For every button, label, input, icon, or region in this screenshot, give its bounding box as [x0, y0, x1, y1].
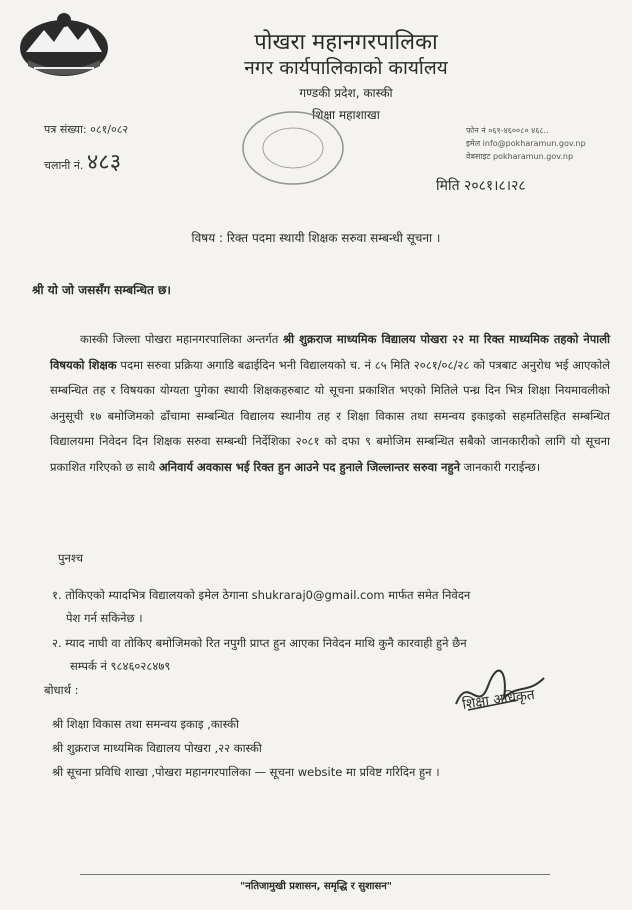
contact-phone: फोन नं ०६१-४६००८० ४६८.. — [466, 126, 549, 135]
body-paragraph: कास्की जिल्ला पोखरा महानगरपालिका अन्तर्गत श्री शुक्रराज माध्यमिक विद्यालय पोखरा २२ मा रिक्त माध्यमिक तहको नेपाली विषयको शिक्षक पदमा सरुवा प्रक्रिया अगाडि बढाईदिन भनी विद्यालयको च. नं ८५ मिति २०८१/०८/२८ को पत्रबाट अनुरोध भई आएकोले सम्बन्धित तह र विषयका योग्यता पुगेका स्थायी शिक्षकहरुबाट यो सूचना प्रकाशित भएको मितिले पन्ध्र दिन भित्र शिक्षा नियमावलीको अनुसूची १७ बमोजिमको ढाँचामा सम्बन्धित विद्यालय स्थानीय तह र शिक्षा विकास तथा समन्वय इकाइको सहमतिसहित सम्बन्धित विद्यालयमा निवेदन दिन शिक्षक सरुवा सम्बन्धी निर्देशिका २०८१ को दफा ९ बमोजिम सम्बन्धित सबैको जानकारीको लागि यो सूचना प्रकाशित गरिएको छ साथै अनिवार्य अवकास भई रिक्त हुन आउने पद हुनाले जिल्लान्तर सरुवा नहुने जानकारी गराईन्छ। — [50, 332, 610, 474]
footer-slogan: "नतिजामुखी प्रशासन, समृद्धि र सुशासन" — [239, 881, 392, 892]
office-province: गण्डकी प्रदेश, कास्की — [299, 86, 393, 100]
cc-line-3: श्री सूचना प्रविधि शाखा ,पोखरा महानगरपालिका — सूचना website मा प्रविष्ट गरिदिन हुन । — [52, 765, 440, 779]
letter-date: मिति २०८१।८।२८ — [436, 178, 526, 194]
salutation: श्री यो जो जससँग सम्बन्धित छ। — [32, 283, 171, 297]
cc-line-1: श्री शिक्षा विकास तथा समन्वय इकाइ ,कास्की — [52, 717, 239, 731]
contact-email: इमेल info@pokharamun.gov.np — [466, 139, 586, 148]
office-title: पोखरा महानगरपालिका — [254, 30, 438, 55]
postscript-item-1-cont: पेश गर्न सकिनेछ । — [66, 611, 143, 625]
contact-block — [466, 124, 586, 163]
chalani-number: चलानी नं. ४८३ — [44, 150, 122, 175]
office-seal-stamp — [238, 108, 348, 188]
footer-divider — [80, 874, 550, 875]
patra-sankhya: पत्र संख्या: ०८१/०८२ — [44, 123, 129, 136]
letter-subject: विषय : रिक्त पदमा स्थायी शिक्षक सरुवा सम्बन्धी सूचना । — [191, 231, 441, 245]
postscript-item-2: २. म्याद नाघी वा तोकिए बमोजिमको रित नपुगी प्राप्त हुन आएका निवेदन माथि कुनै कारवाही हुने छैन — [52, 636, 467, 650]
postscript-label: पुनश्च — [58, 551, 84, 565]
contact-website: वेबसाइट pokharamun.gov.np — [466, 152, 574, 161]
signatory-title: शिक्षा अधिकृत — [461, 686, 536, 713]
postscript-item-1: १. तोकिएको म्यादभित्र विद्यालयको इमेल ठेगाना shukraraj0@gmail.com मार्फत समेत निवेदन — [52, 588, 471, 602]
office-section: शिक्षा महाशाखा — [312, 108, 380, 122]
office-subtitle: नगर कार्यपालिकाको कार्यालय — [244, 57, 448, 79]
cc-line-2: श्री शुक्रराज माध्यमिक विद्यालय पोखरा ,२२ कास्की — [52, 741, 262, 755]
cc-label: बोधार्थ : — [44, 683, 79, 697]
postscript-contact: सम्पर्क नं ९८४६०२८४७९ — [70, 659, 171, 673]
